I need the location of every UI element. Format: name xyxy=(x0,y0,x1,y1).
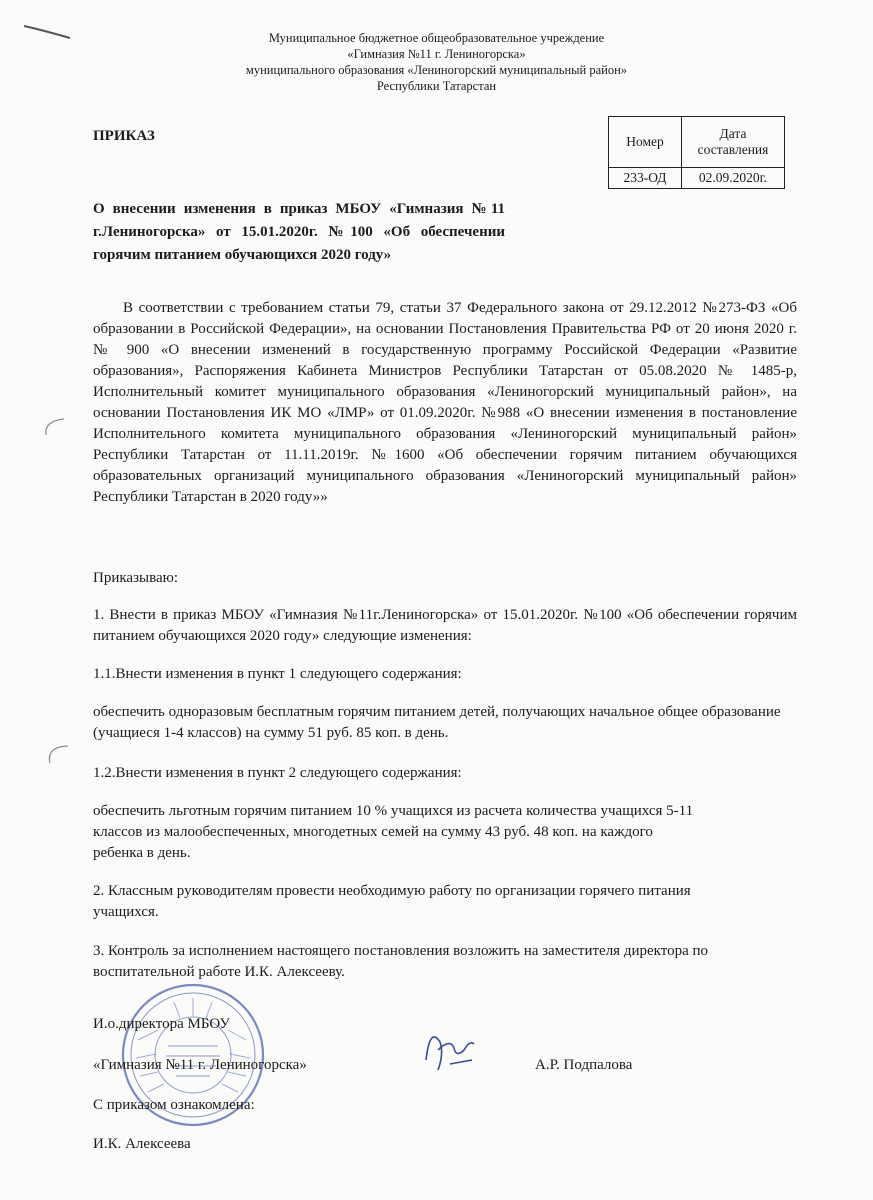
acknowledgement-label: С приказом ознакомлена: xyxy=(93,1097,255,1113)
text-line: классов из малообеспеченных, многодетных семей на сумму 43 руб. 48 коп. на каждого xyxy=(93,824,653,840)
item-1: 1. Внести в приказ МБОУ «Гимназия №11г.Лениногорска» от 15.01.2020г. №100 «Об обеспечении горячим питанием обучающихся 2020 году» следующие изменения: xyxy=(93,607,797,644)
text-line: учащихся. xyxy=(93,904,159,920)
institution-header xyxy=(0,30,873,94)
preamble: В соответствии с требованием статьи 79, статьи 37 Федерального закона от 29.12.2012 №273-ФЗ «Об образовании в Российской Федерации», на основании Постановления Правительства РФ от 20 июня 2020 г. № 900 «О внесении изменений в государственную программу Российской Федерации «Развитие образования», Распоряжения Кабинета Министров Республики Татарстан от 05.08.2020 № 1485-р, Исполнительный комитет муниципального образования «Лениногорский муниципальный район», на основании Постановления ИК МО «ЛМР» от 01.09.2020г. №988 «О внесении изменения в постановление Исполнительного комитета муниципального образования «Лениногорский муниципальный район» Республики Татарстан от 11.11.2019г. №1600 «Об обеспечении горячим питанием обучающихся образовательных организаций муниципального образования «Лениногорский муниципальный район» Республики Татарстан в 2020 году»» xyxy=(93,300,797,505)
item-1-1: 1.1.Внести изменения в пункт 1 следующего содержания: xyxy=(93,666,462,682)
item-1-2: 1.2.Внести изменения в пункт 2 следующего содержания: xyxy=(93,765,462,781)
scan-mark xyxy=(40,743,72,765)
item-2 xyxy=(93,881,797,923)
date-header: Дата составления xyxy=(682,117,785,168)
signature xyxy=(420,1020,480,1080)
item-3: 3. Контроль за исполнением настоящего постановления возложить на заместителя директора по воспитательной работе И.К. Алексееву. xyxy=(93,943,709,980)
scan-mark xyxy=(38,415,68,437)
order-title: О внесении изменения в приказ МБОУ «Гимназия №11 г.Лениногорска» от 15.01.2020г. №100 «Об обеспечении горячим питанием обучающихся 2020 году» xyxy=(93,201,505,263)
item-1-2-text xyxy=(93,801,797,864)
text-line: обеспечить льготным горячим питанием 10 % учащихся из расчета количества учащихся 5-11 xyxy=(93,803,694,819)
text-line: 2. Классным руководителям провести необходимую работу по организации горячего питания xyxy=(93,883,691,899)
order-word: Приказываю: xyxy=(93,570,178,586)
header-line: Муниципальное бюджетное общеобразовательное учреждение xyxy=(268,31,605,45)
number-date-table xyxy=(608,116,785,189)
signer-role-line1: И.о.директора МБОУ xyxy=(93,1016,230,1032)
signer-role-line2: «Гимназия №11 г. Лениногорска» xyxy=(93,1057,307,1073)
signer-name: А.Р. Подпалова xyxy=(535,1057,633,1073)
item-1-1-text: обеспечить одноразовым бесплатным горячим питанием детей, получающих начальное общее образование (учащиеся 1-4 классов) на сумму 51 руб. 85 коп. в день. xyxy=(93,704,781,741)
order-number: 233-ОД xyxy=(609,168,682,189)
order-date: 02.09.2020г. xyxy=(682,168,785,189)
header-line: «Гимназия №11 г. Лениногорска» xyxy=(347,47,526,61)
header-line: Республики Татарстан xyxy=(376,79,497,93)
number-header: Номер xyxy=(609,117,682,168)
header-line: муниципального образования «Лениногорский муниципальный район» xyxy=(245,63,628,77)
acknowledged-person: И.К. Алексеева xyxy=(93,1136,191,1152)
text-line: ребенка в день. xyxy=(93,845,191,861)
document-type: ПРИКАЗ xyxy=(93,128,155,144)
